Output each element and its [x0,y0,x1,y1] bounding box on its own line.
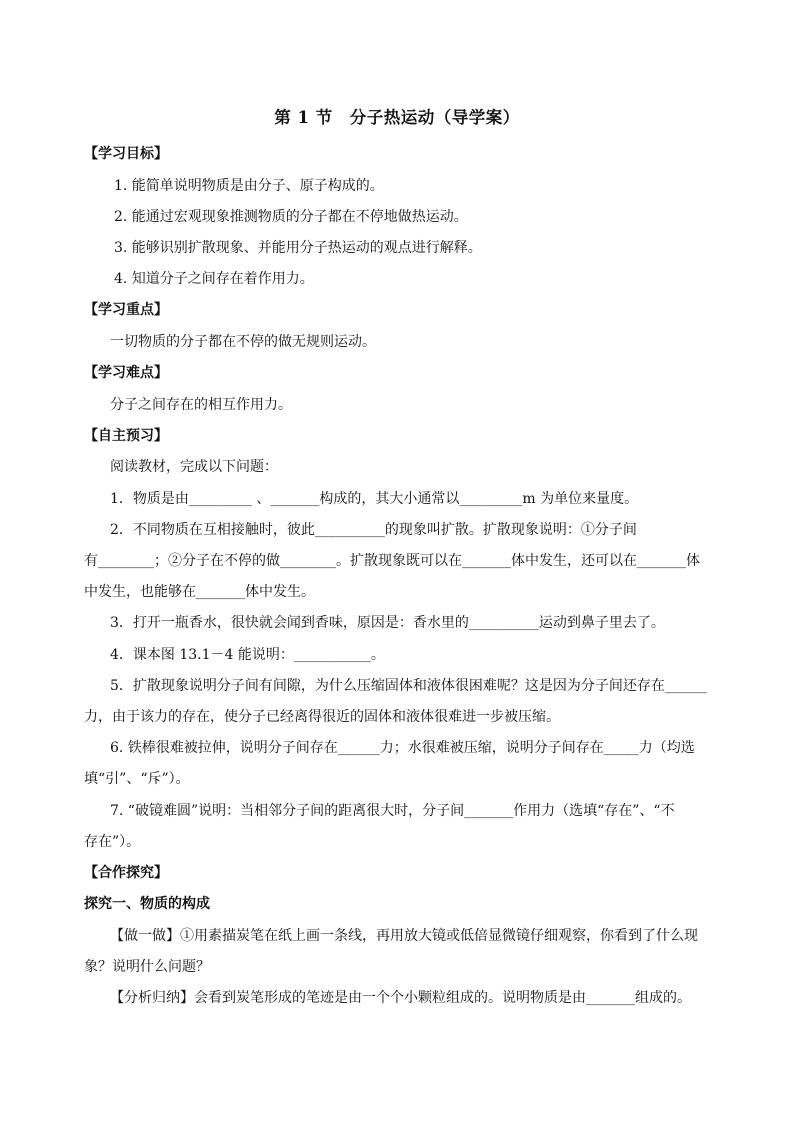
key-heading: 【学习重点】 [84,302,168,318]
question-6-line-2: 填“引”、“斥”）。 [84,771,190,787]
question-5-line-1: 5．扩散现象说明分子间有间隙，为什么压缩固体和液体很困难呢？这是因为分子间还存在______ [110,678,707,694]
explore-1-heading: 探究一、物质的构成 [84,896,210,912]
difficult-heading: 【学习难点】 [84,365,168,381]
goal-item: 1. 能简单说明物质是由分子、原子构成的。 [114,178,384,194]
question-2-line-3: 中发生，也能够在_______体中发生。 [84,584,315,600]
do-it-line-1: 【做一做】①用素描炭笔在纸上画一条线，再用放大镜或低倍显微镜仔细观察，你看到了什么现 [110,928,698,944]
analysis-text: 【分析归纳】会看到炭笔形成的笔迹是由一个个小颗粒组成的。说明物质是由_______组成的。 [110,990,691,1006]
goal-item: 2. 能通过宏观现象推测物质的分子都在不停地做热运动。 [114,209,468,225]
page-title: 第 1 节 分子热运动（导学案） [274,108,520,127]
question-7-line-2: 存在”）。 [84,834,141,850]
coop-heading: 【合作探究】 [84,865,168,881]
question-3: 3．打开一瓶香水，很快就会闻到香味，原因是：香水里的__________运动到鼻子里去了。 [110,615,665,631]
difficult-text: 分子之间存在的相互作用力。 [110,397,292,413]
goal-item: 3. 能够识别扩散现象、并能用分子热运动的观点进行解释。 [114,240,482,256]
question-1: 1．物质是由_________ 、_______构成的，其大小通常以_________m 为单位来量度。 [110,491,639,507]
goal-item: 4. 知道分子之间存在着作用力。 [114,271,314,287]
key-text: 一切物质的分子都在不停的做无规则运动。 [110,334,376,350]
question-6-line-1: 6. 铁棒很难被拉伸，说明分子间存在______力；水很难被压缩，说明分子间存在_____力（均选 [110,740,695,756]
question-4: 4．课本图 13.1－4 能说明：___________。 [110,647,385,663]
preview-heading: 【自主预习】 [84,428,168,444]
preview-intro: 阅读教材，完成以下问题： [110,459,278,475]
question-7-line-1: 7. “破镜难圆”说明：当相邻分子间的距离很大时，分子间_______作用力（选填“存在”、“不 [110,803,675,819]
question-5-line-2: 力，由于该力的存在，使分子已经离得很近的固体和液体很难进一步被压缩。 [84,709,560,725]
question-2-line-2: 有________；②分子在不停的做________。扩散现象既可以在_______体中发生，还可以在_______体 [84,553,700,569]
goals-heading: 【学习目标】 [84,146,168,162]
do-it-line-2: 象？说明什么问题？ [84,959,210,975]
question-2-line-1: 2．不同物质在互相接触时，彼此__________的现象叫扩散。扩散现象说明：①分子间 [110,522,637,538]
